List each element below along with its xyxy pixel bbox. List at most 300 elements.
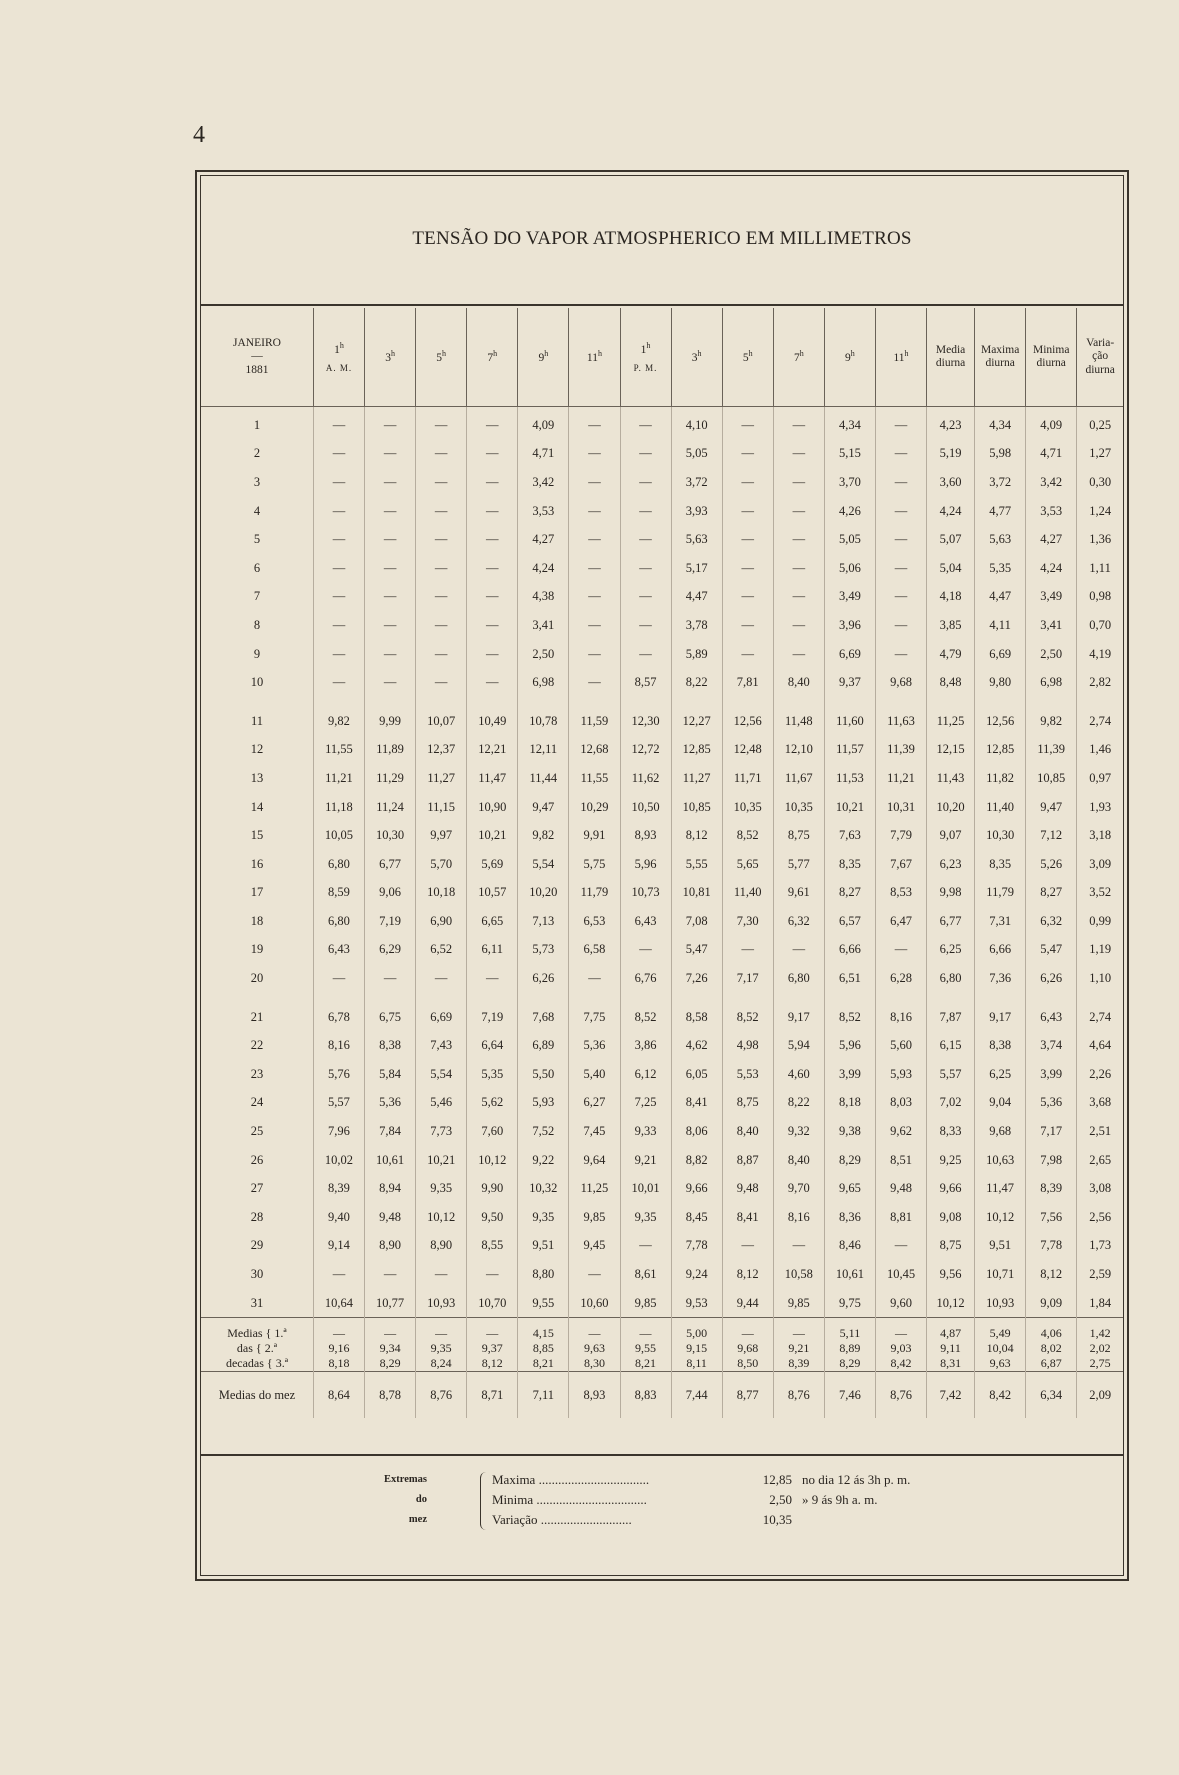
value-cell: 4,24 bbox=[518, 554, 569, 583]
value-cell: 9,66 bbox=[671, 1174, 722, 1203]
extreme-name: Maxima .................................. bbox=[492, 1472, 650, 1487]
value-cell: 5,55 bbox=[671, 850, 722, 879]
value-cell: 1,42 bbox=[1077, 1318, 1123, 1342]
value-cell: 5,53 bbox=[722, 1060, 773, 1089]
value-cell: 9,37 bbox=[824, 668, 875, 697]
hour-header bbox=[416, 308, 467, 407]
value-cell: 4,27 bbox=[1026, 525, 1077, 554]
value-cell: — bbox=[569, 468, 620, 497]
hour-label: 9 bbox=[538, 351, 545, 364]
value-cell: 10,57 bbox=[467, 879, 518, 908]
value-cell: 8,16 bbox=[875, 1003, 926, 1032]
value-cell: 3,42 bbox=[518, 468, 569, 497]
value-cell: 7,78 bbox=[1026, 1232, 1077, 1261]
value-cell: — bbox=[773, 468, 824, 497]
day-number: 26 bbox=[250, 1152, 264, 1167]
value-cell: 11,39 bbox=[1026, 736, 1077, 765]
value-cell: 6,66 bbox=[824, 936, 875, 965]
value-cell: 11,62 bbox=[620, 764, 671, 793]
extreme-name-text: Minima bbox=[492, 1492, 534, 1507]
table-row bbox=[201, 707, 1123, 736]
day-number: 31 bbox=[250, 1295, 264, 1310]
spacer-cell bbox=[467, 993, 518, 1003]
month-dash: — bbox=[251, 350, 263, 363]
value-cell: — bbox=[620, 407, 671, 440]
value-cell: — bbox=[875, 640, 926, 669]
value-cell: 9,40 bbox=[313, 1203, 364, 1232]
table-row bbox=[201, 1146, 1123, 1175]
value-cell: 5,89 bbox=[671, 640, 722, 669]
month-mean-label: Medias do mez bbox=[201, 1372, 313, 1419]
value-cell: — bbox=[875, 440, 926, 469]
hour-suffix: h bbox=[597, 348, 602, 358]
value-cell: — bbox=[620, 440, 671, 469]
hour-header bbox=[824, 308, 875, 407]
value-cell: 5,98 bbox=[975, 440, 1026, 469]
value-cell: 10,18 bbox=[416, 879, 467, 908]
value-cell: — bbox=[365, 1318, 416, 1342]
value-cell: 8,16 bbox=[313, 1031, 364, 1060]
value-cell: 2,74 bbox=[1077, 1003, 1123, 1032]
day-number: 4 bbox=[253, 503, 261, 518]
value-cell: 10,60 bbox=[569, 1289, 620, 1318]
value-cell: 8,12 bbox=[722, 1260, 773, 1289]
value-cell: 9,21 bbox=[620, 1146, 671, 1175]
hour-suffix: h bbox=[799, 348, 804, 358]
value-cell: 5,54 bbox=[518, 850, 569, 879]
hour-suffix: h bbox=[442, 348, 447, 358]
value-cell: 2,82 bbox=[1077, 668, 1123, 697]
value-cell: 7,42 bbox=[927, 1372, 975, 1419]
value-cell: — bbox=[467, 554, 518, 583]
value-cell: 11,24 bbox=[365, 793, 416, 822]
value-cell: 8,41 bbox=[671, 1089, 722, 1118]
value-cell: 8,16 bbox=[773, 1203, 824, 1232]
value-cell: — bbox=[313, 1260, 364, 1289]
value-cell: — bbox=[313, 964, 364, 993]
table-row bbox=[201, 611, 1123, 640]
value-cell: — bbox=[569, 440, 620, 469]
value-cell: — bbox=[722, 407, 773, 440]
value-cell: 10,12 bbox=[467, 1146, 518, 1175]
value-cell: 9,21 bbox=[773, 1341, 824, 1356]
extreme-row bbox=[197, 1490, 1127, 1510]
value-cell: — bbox=[569, 964, 620, 993]
value-cell: 12,72 bbox=[620, 736, 671, 765]
value-cell: 4,47 bbox=[975, 583, 1026, 612]
value-cell: — bbox=[416, 1260, 467, 1289]
spacer-cell bbox=[1077, 697, 1123, 707]
value-cell: 8,21 bbox=[518, 1356, 569, 1372]
value-cell: 9,47 bbox=[518, 793, 569, 822]
value-cell: 7,02 bbox=[927, 1089, 975, 1118]
value-cell: 5,50 bbox=[518, 1060, 569, 1089]
am-label: A. M. bbox=[325, 362, 353, 373]
value-cell: 9,45 bbox=[569, 1232, 620, 1261]
value-cell: 8,27 bbox=[1026, 879, 1077, 908]
value-cell: 4,09 bbox=[1026, 407, 1077, 440]
value-cell: — bbox=[365, 525, 416, 554]
value-cell: 12,11 bbox=[518, 736, 569, 765]
day-number: 12 bbox=[250, 742, 264, 757]
value-cell: 4,77 bbox=[975, 497, 1026, 526]
spacer-cell bbox=[620, 697, 671, 707]
value-cell: 6,32 bbox=[1026, 907, 1077, 936]
value-cell: 2,50 bbox=[518, 640, 569, 669]
value-cell: 8,90 bbox=[416, 1232, 467, 1261]
value-cell: — bbox=[416, 525, 467, 554]
value-cell: 10,61 bbox=[824, 1260, 875, 1289]
value-cell: 9,97 bbox=[416, 821, 467, 850]
value-cell: 7,46 bbox=[824, 1372, 875, 1419]
table-row bbox=[201, 525, 1123, 554]
value-cell: 11,79 bbox=[975, 879, 1026, 908]
value-cell: 7,44 bbox=[671, 1372, 722, 1419]
table-row bbox=[201, 850, 1123, 879]
value-cell: 6,80 bbox=[927, 964, 975, 993]
table-row bbox=[201, 736, 1123, 765]
value-cell: 4,64 bbox=[1077, 1031, 1123, 1060]
value-cell: — bbox=[416, 611, 467, 640]
value-cell: 8,21 bbox=[620, 1356, 671, 1372]
value-cell: 5,57 bbox=[927, 1060, 975, 1089]
value-cell: 2,51 bbox=[1077, 1117, 1123, 1146]
bottom-divider bbox=[201, 1454, 1123, 1456]
value-cell: 8,58 bbox=[671, 1003, 722, 1032]
value-cell: 10,77 bbox=[365, 1289, 416, 1318]
value-cell: 10,73 bbox=[620, 879, 671, 908]
day-number: 2 bbox=[253, 446, 261, 461]
month-header bbox=[201, 308, 313, 407]
value-cell: 4,23 bbox=[927, 407, 975, 440]
value-cell: 9,80 bbox=[975, 668, 1026, 697]
value-cell: 8,02 bbox=[1026, 1341, 1077, 1356]
value-cell: 5,96 bbox=[824, 1031, 875, 1060]
value-cell: 11,71 bbox=[722, 764, 773, 793]
value-cell: 9,70 bbox=[773, 1174, 824, 1203]
value-cell: 8,59 bbox=[313, 879, 364, 908]
value-cell: — bbox=[467, 964, 518, 993]
value-cell: 10,85 bbox=[1026, 764, 1077, 793]
value-cell: — bbox=[569, 640, 620, 669]
value-cell: 11,21 bbox=[875, 764, 926, 793]
value-cell: 10,32 bbox=[518, 1174, 569, 1203]
value-cell: 6,98 bbox=[518, 668, 569, 697]
value-cell: 8,76 bbox=[416, 1372, 467, 1419]
value-cell: 3,86 bbox=[620, 1031, 671, 1060]
hour-label: 9 bbox=[845, 351, 851, 364]
value-cell: 5,60 bbox=[875, 1031, 926, 1060]
value-cell: 9,68 bbox=[875, 668, 926, 697]
value-cell: — bbox=[773, 583, 824, 612]
maxima-diurna-header: Maxima diurna bbox=[975, 308, 1026, 407]
value-cell: 3,53 bbox=[1026, 497, 1077, 526]
value-cell: 5,47 bbox=[671, 936, 722, 965]
value-cell: 0,97 bbox=[1077, 764, 1123, 793]
value-cell: — bbox=[416, 468, 467, 497]
value-cell: 5,47 bbox=[1026, 936, 1077, 965]
value-cell: 7,26 bbox=[671, 964, 722, 993]
value-cell: 9,04 bbox=[975, 1089, 1026, 1118]
value-cell: 8,50 bbox=[722, 1356, 773, 1372]
value-cell: 2,02 bbox=[1077, 1341, 1123, 1356]
value-cell: 8,85 bbox=[518, 1341, 569, 1356]
day-number: 15 bbox=[250, 828, 264, 843]
value-cell: 4,24 bbox=[1026, 554, 1077, 583]
hour-suffix: h bbox=[904, 348, 909, 358]
value-cell: 6,64 bbox=[467, 1031, 518, 1060]
value-cell: 5,94 bbox=[773, 1031, 824, 1060]
value-cell: — bbox=[875, 1318, 926, 1342]
value-cell: — bbox=[313, 407, 364, 440]
extreme-name: Variação ............................ bbox=[492, 1512, 632, 1527]
value-cell: 1,19 bbox=[1077, 936, 1123, 965]
extreme-row bbox=[197, 1510, 1127, 1530]
value-cell: 9,99 bbox=[365, 707, 416, 736]
value-cell: 10,31 bbox=[875, 793, 926, 822]
value-cell: 5,15 bbox=[824, 440, 875, 469]
value-cell: 6,80 bbox=[313, 850, 364, 879]
spacer-cell bbox=[773, 697, 824, 707]
spacer-cell bbox=[201, 697, 313, 707]
spacer-cell bbox=[975, 697, 1026, 707]
value-cell: 9,35 bbox=[416, 1341, 467, 1356]
value-cell: 6,76 bbox=[620, 964, 671, 993]
hour-header bbox=[518, 308, 569, 407]
value-cell: 8,40 bbox=[773, 1146, 824, 1175]
value-cell: 11,29 bbox=[365, 764, 416, 793]
value-cell: — bbox=[416, 407, 467, 440]
hour-suffix: h bbox=[748, 348, 753, 358]
value-cell: 9,38 bbox=[824, 1117, 875, 1146]
value-cell: — bbox=[773, 611, 824, 640]
value-cell: 7,98 bbox=[1026, 1146, 1077, 1175]
value-cell: 7,13 bbox=[518, 907, 569, 936]
value-cell: 6,66 bbox=[975, 936, 1026, 965]
value-cell: 1,11 bbox=[1077, 554, 1123, 583]
value-cell: 9,66 bbox=[927, 1174, 975, 1203]
value-cell: 9,64 bbox=[569, 1146, 620, 1175]
value-cell: — bbox=[313, 440, 364, 469]
page-title: TENSÃO DO VAPOR ATMOSPHERICO EM MILLIMETROS bbox=[412, 228, 912, 249]
value-cell: 5,17 bbox=[671, 554, 722, 583]
value-cell: — bbox=[365, 668, 416, 697]
value-cell: — bbox=[313, 468, 364, 497]
value-cell: — bbox=[620, 583, 671, 612]
value-cell: — bbox=[620, 611, 671, 640]
table-row bbox=[201, 907, 1123, 936]
value-cell: — bbox=[773, 1232, 824, 1261]
value-cell: 5,05 bbox=[671, 440, 722, 469]
value-cell: 4,60 bbox=[773, 1060, 824, 1089]
value-cell: 10,61 bbox=[365, 1146, 416, 1175]
value-cell: 0,30 bbox=[1077, 468, 1123, 497]
value-cell: 10,70 bbox=[467, 1289, 518, 1318]
value-cell: 8,29 bbox=[824, 1356, 875, 1372]
value-cell: — bbox=[722, 583, 773, 612]
value-cell: 12,48 bbox=[722, 736, 773, 765]
value-cell: 6,11 bbox=[467, 936, 518, 965]
value-cell: — bbox=[773, 640, 824, 669]
value-cell: — bbox=[313, 554, 364, 583]
value-cell: 9,08 bbox=[927, 1203, 975, 1232]
value-cell: 10,93 bbox=[975, 1289, 1026, 1318]
value-cell: — bbox=[467, 1318, 518, 1342]
value-cell: 3,53 bbox=[518, 497, 569, 526]
value-cell: 8,18 bbox=[313, 1356, 364, 1372]
table-row bbox=[201, 793, 1123, 822]
table-row bbox=[201, 554, 1123, 583]
value-cell: — bbox=[569, 525, 620, 554]
value-cell: — bbox=[416, 497, 467, 526]
value-cell: 8,03 bbox=[875, 1089, 926, 1118]
decade-label: Medias { 1.ª bbox=[201, 1318, 313, 1342]
media-diurna-header: Media diurna bbox=[927, 308, 975, 407]
value-cell: 2,59 bbox=[1077, 1260, 1123, 1289]
value-cell: 3,60 bbox=[927, 468, 975, 497]
value-cell: 11,25 bbox=[927, 707, 975, 736]
decade-ordinal: 3.ª bbox=[275, 1356, 288, 1371]
month-label: JANEIRO bbox=[233, 337, 281, 350]
value-cell: 6,77 bbox=[927, 907, 975, 936]
value-cell: 8,87 bbox=[722, 1146, 773, 1175]
value-cell: 5,36 bbox=[569, 1031, 620, 1060]
value-cell: 12,56 bbox=[722, 707, 773, 736]
value-cell: 8,39 bbox=[313, 1174, 364, 1203]
value-cell: 6,12 bbox=[620, 1060, 671, 1089]
value-cell: 10,90 bbox=[467, 793, 518, 822]
value-cell: 10,71 bbox=[975, 1260, 1026, 1289]
day-number: 14 bbox=[250, 799, 264, 814]
value-cell: 4,71 bbox=[1026, 440, 1077, 469]
value-cell: — bbox=[569, 554, 620, 583]
decade-ordinal: 1.ª bbox=[274, 1326, 287, 1341]
extreme-name-text: Maxima bbox=[492, 1472, 536, 1487]
value-cell: 7,31 bbox=[975, 907, 1026, 936]
value-cell: — bbox=[416, 1318, 467, 1342]
value-cell: 3,08 bbox=[1077, 1174, 1123, 1203]
value-cell: 6,25 bbox=[975, 1060, 1026, 1089]
value-cell: 8,38 bbox=[975, 1031, 1026, 1060]
value-cell: — bbox=[569, 497, 620, 526]
value-cell: — bbox=[569, 1318, 620, 1342]
value-cell: 10,78 bbox=[518, 707, 569, 736]
value-cell: 9,56 bbox=[927, 1260, 975, 1289]
spacer-row bbox=[201, 697, 1123, 707]
spacer-cell bbox=[927, 697, 975, 707]
value-cell: 6,47 bbox=[875, 907, 926, 936]
value-cell: 11,63 bbox=[875, 707, 926, 736]
value-cell: 5,73 bbox=[518, 936, 569, 965]
value-cell: 4,98 bbox=[722, 1031, 773, 1060]
value-cell: 4,71 bbox=[518, 440, 569, 469]
value-cell: 9,35 bbox=[416, 1174, 467, 1203]
value-cell: 8,33 bbox=[927, 1117, 975, 1146]
page-number: 4 bbox=[193, 122, 205, 148]
spacer-cell bbox=[313, 697, 364, 707]
value-cell: 10,50 bbox=[620, 793, 671, 822]
value-cell: — bbox=[365, 440, 416, 469]
value-cell: 5,76 bbox=[313, 1060, 364, 1089]
day-number: 1 bbox=[253, 417, 261, 432]
value-cell: 11,27 bbox=[416, 764, 467, 793]
day-number: 10 bbox=[250, 675, 264, 690]
value-cell: 9,61 bbox=[773, 879, 824, 908]
value-cell: 10,21 bbox=[416, 1146, 467, 1175]
value-cell: 5,46 bbox=[416, 1089, 467, 1118]
extreme-label: Extremas bbox=[384, 1474, 427, 1485]
value-cell: 6,80 bbox=[773, 964, 824, 993]
value-cell: 11,47 bbox=[467, 764, 518, 793]
value-cell: 11,67 bbox=[773, 764, 824, 793]
value-cell: 10,35 bbox=[722, 793, 773, 822]
value-cell: 10,12 bbox=[927, 1289, 975, 1318]
spacer-cell bbox=[416, 697, 467, 707]
value-cell: — bbox=[365, 611, 416, 640]
value-cell: 8,75 bbox=[927, 1232, 975, 1261]
day-number: 6 bbox=[253, 560, 261, 575]
value-cell: — bbox=[722, 554, 773, 583]
value-cell: 3,72 bbox=[671, 468, 722, 497]
value-cell: 12,27 bbox=[671, 707, 722, 736]
value-cell: 6,51 bbox=[824, 964, 875, 993]
value-cell: 9,44 bbox=[722, 1289, 773, 1318]
spacer-row bbox=[201, 993, 1123, 1003]
day-number: 17 bbox=[250, 885, 264, 900]
value-cell: 2,65 bbox=[1077, 1146, 1123, 1175]
value-cell: 5,69 bbox=[467, 850, 518, 879]
value-cell: — bbox=[875, 936, 926, 965]
value-cell: 10,20 bbox=[518, 879, 569, 908]
value-cell: 6,69 bbox=[416, 1003, 467, 1032]
value-cell: 0,99 bbox=[1077, 907, 1123, 936]
value-cell: 8,39 bbox=[773, 1356, 824, 1372]
value-cell: 5,49 bbox=[975, 1318, 1026, 1342]
spacer-cell bbox=[722, 993, 773, 1003]
day-number: 28 bbox=[250, 1209, 264, 1224]
value-cell: — bbox=[620, 936, 671, 965]
value-cell: 9,35 bbox=[518, 1203, 569, 1232]
extreme-name-text: Variação bbox=[492, 1512, 538, 1527]
value-cell: 5,62 bbox=[467, 1089, 518, 1118]
extreme-note: no dia 12 ás 3h p. m. bbox=[802, 1472, 911, 1487]
hour-label: 11 bbox=[893, 351, 905, 364]
value-cell: — bbox=[416, 640, 467, 669]
value-cell: — bbox=[365, 964, 416, 993]
value-cell: 8,90 bbox=[365, 1232, 416, 1261]
value-cell: 9,24 bbox=[671, 1260, 722, 1289]
day-number: 11 bbox=[250, 713, 263, 728]
value-cell: — bbox=[620, 497, 671, 526]
spacer-cell bbox=[620, 993, 671, 1003]
value-cell: 8,45 bbox=[671, 1203, 722, 1232]
value-cell: 12,21 bbox=[467, 736, 518, 765]
value-cell: 9,48 bbox=[365, 1203, 416, 1232]
hour-header bbox=[365, 308, 416, 407]
hour-label: 1 bbox=[334, 343, 340, 356]
value-cell: — bbox=[875, 1232, 926, 1261]
value-cell: 6,75 bbox=[365, 1003, 416, 1032]
value-cell: 11,39 bbox=[875, 736, 926, 765]
value-cell: 8,81 bbox=[875, 1203, 926, 1232]
hour-label: 3 bbox=[385, 351, 391, 364]
value-cell: 4,10 bbox=[671, 407, 722, 440]
value-cell: 1,73 bbox=[1077, 1232, 1123, 1261]
value-cell: 9,22 bbox=[518, 1146, 569, 1175]
value-cell: 9,17 bbox=[773, 1003, 824, 1032]
value-cell: 5,35 bbox=[467, 1060, 518, 1089]
value-cell: 8,42 bbox=[875, 1356, 926, 1372]
